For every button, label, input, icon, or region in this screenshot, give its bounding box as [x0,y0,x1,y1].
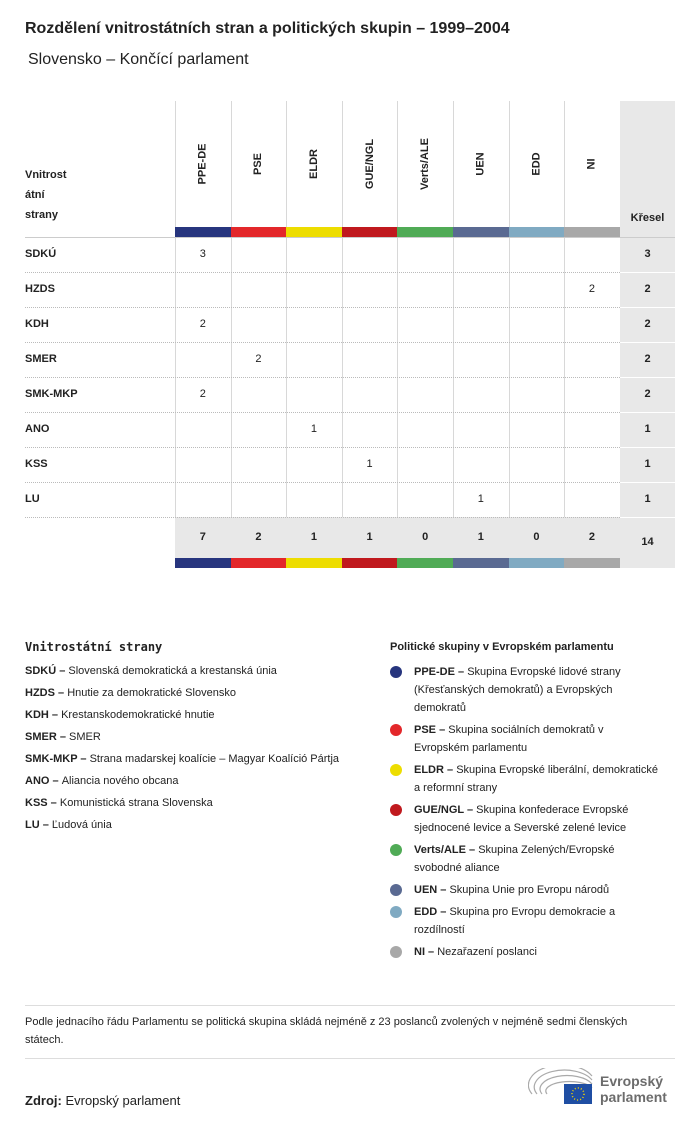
group-abbr: NI [414,946,425,958]
party-name: Ľudová únia [51,819,112,831]
row-divider [25,307,620,308]
group-color-dot-icon [390,844,402,856]
group-name: Nezařazení poslanci [437,946,537,958]
row-total: 1 [644,458,651,470]
row-total: 1 [644,423,651,435]
group-total: 0 [533,531,540,543]
party-abbr: ANO [25,775,50,787]
separator: – [425,946,438,958]
group-header-label: NI [585,158,598,170]
separator: – [56,731,70,743]
source-value: Evropský parlament [65,1093,181,1108]
group-legend [390,641,660,965]
group-color-dot-icon [390,906,402,918]
group-color-bar [231,227,287,237]
party-abbr: SMK-MKP [25,753,78,765]
group-name: Skupina sociálních demokratů v Evropském parlamentu [414,724,604,754]
group-color-dot-icon [390,804,402,816]
group-color-bar [509,227,565,237]
party-label: KDH [25,318,49,330]
party-name: Strana madarskej koalície – Magyar Koalíció Pártja [89,753,340,765]
group-legend-item [390,943,660,961]
separator: – [48,709,62,721]
group-color-bar [453,558,509,568]
group-legend-item [390,801,660,837]
row-total: 2 [644,283,651,295]
group-abbr: GUE/NGL [414,804,464,816]
group-color-bar [231,558,287,568]
group-color-bar [397,227,453,237]
seat-cell: 2 [255,353,262,365]
group-color-bar [397,558,453,568]
ep-logo [528,1068,678,1108]
group-header [231,101,287,227]
seat-cell: 1 [477,493,484,505]
group-abbr: PSE [414,724,437,736]
party-label: KSS [25,458,48,470]
party-legend-item [25,704,365,726]
row-divider [25,517,620,518]
divider [25,1058,675,1059]
row-header: Vnitrost átní strany [25,169,67,221]
total-header: Křesel [630,212,665,224]
separator: – [77,753,90,765]
group-color-dot-icon [390,884,402,896]
group-abbr: PPE-DE [414,666,455,678]
party-name: Krestanskodemokratické hnutie [61,709,215,721]
party-label: SMER [25,353,57,365]
separator: – [39,819,52,831]
group-header-label: ELDR [307,149,320,179]
group-color-dot-icon [390,724,402,736]
seat-cell: 2 [199,388,206,400]
party-legend-item [25,660,365,682]
group-name: Skupina Unie pro Evropu národů [449,884,610,896]
separator: – [443,764,457,776]
group-header [564,101,620,227]
group-legend-item [390,881,660,899]
group-header [175,101,231,227]
group-color-dot-icon [390,666,402,678]
group-color-dot-icon [390,946,402,958]
group-color-dot-icon [390,764,402,776]
footnote: Podle jednacího řádu Parlamentu se politická skupina skládá nejméně z 23 poslanců zvolených v nejméně sedmi členských státech. [25,1016,628,1046]
grand-total: 14 [641,536,654,548]
source [25,1093,180,1108]
separator: – [436,724,449,736]
group-color-bar [342,558,398,568]
group-legend-item [390,841,660,877]
group-total: 2 [588,531,596,543]
party-label: SMK-MKP [25,388,78,400]
hemicycle-logo-icon [528,1068,594,1106]
row-total: 1 [644,493,651,505]
party-legend-item [25,682,365,704]
row-total: 2 [644,318,651,330]
party-abbr: SMER [25,731,57,743]
group-name: Skupina pro Evropu demokracie a rozdílností [414,906,616,936]
seat-cell: 3 [199,248,206,260]
logo-text: Evropský parlament [600,1073,667,1105]
separator: – [54,687,68,699]
group-header [342,101,398,227]
group-total: 2 [255,531,262,543]
party-abbr: KSS [25,797,48,809]
party-name: Aliancia nového obcana [61,775,179,787]
row-divider [25,272,620,273]
group-total: 7 [199,531,206,543]
group-color-bar [175,558,231,568]
row-divider [25,482,620,483]
party-legend-item [25,748,365,770]
party-abbr: SDKÚ [25,665,57,677]
group-color-bar [564,227,620,237]
source-label: Zdroj: [25,1093,62,1108]
party-legend-item [25,770,365,792]
group-abbr: EDD [414,906,438,918]
seat-cell: 2 [199,318,206,330]
group-total: 1 [477,531,484,543]
group-header-label: UEN [474,152,487,176]
separator: – [49,775,62,787]
group-header [509,101,565,227]
group-color-bar [342,227,398,237]
seat-cell: 2 [588,283,596,295]
group-header [286,101,342,227]
group-legend-item [390,721,660,757]
party-abbr: KDH [25,709,49,721]
group-total: 1 [366,531,373,543]
group-color-bar [175,227,231,237]
group-color-bar [286,227,342,237]
seat-cell: 1 [310,423,318,435]
group-name: Skupina Evropské lidové strany (Křesťanských demokratů) a Evropských demokratů [414,666,621,714]
group-color-bar [564,558,620,568]
group-header-label: GUE/NGL [363,138,376,190]
group-color-bar [509,558,565,568]
group-abbr: UEN [414,884,438,896]
separator: – [437,884,450,896]
group-legend-item [390,761,660,797]
row-total: 2 [644,353,651,365]
group-total: 0 [422,531,429,543]
row-total: 2 [644,388,651,400]
separator: – [47,797,60,809]
page-title: Rozdělení vnitrostátních stran a politických skupin – 1999–2004 [25,20,510,37]
group-legend-title: Politické skupiny v Evropském parlamentu [390,641,614,653]
separator: – [454,666,468,678]
divider [25,1005,675,1006]
group-abbr: Verts/ALE [414,844,466,856]
group-header [397,101,453,227]
party-name: Hnutie za demokratické Slovensko [67,687,236,699]
separator: – [465,844,479,856]
party-legend-title: Vnitrostátní strany [25,640,163,654]
party-legend-item [25,814,365,836]
group-legend-item [390,903,660,939]
party-label: LU [25,493,40,505]
separator: – [463,804,477,816]
group-abbr: ELDR [414,764,444,776]
group-header [453,101,509,227]
party-name: SMER [69,731,101,743]
party-name: Komunistická strana Slovenska [59,797,213,809]
header-divider [25,237,675,238]
party-label: HZDS [25,283,55,295]
party-legend-item [25,726,365,748]
party-abbr: HZDS [25,687,55,699]
separator: – [437,906,450,918]
group-header-label: PPE-DE [196,143,209,185]
party-name: Slovenská demokratická a krestanská únia [68,665,277,677]
page-subtitle: Slovensko – Končící parlament [28,51,249,68]
group-header-label: EDD [530,152,543,176]
row-divider [25,342,620,343]
group-header-label: Verts/ALE [419,138,432,190]
group-total: 1 [310,531,318,543]
group-name: Skupina konfederace Evropské sjednocené levice a Severské zelené levice [414,804,629,834]
group-legend-item [390,663,660,717]
separator: – [56,665,69,677]
row-total: 3 [644,248,651,260]
row-divider [25,447,620,448]
group-color-bar [453,227,509,237]
group-name: Skupina Evropské liberální, demokratické a reformní strany [414,764,658,794]
party-label: ANO [25,423,50,435]
party-legend [25,640,365,836]
group-name: Skupina Zelených/Evropské svobodné aliance [414,844,615,874]
seat-cell: 1 [366,458,373,470]
party-label: SDKÚ [25,248,57,260]
row-divider [25,377,620,378]
group-color-bar [286,558,342,568]
party-abbr: LU [25,819,40,831]
party-legend-item [25,792,365,814]
group-header-label: PSE [252,152,265,176]
